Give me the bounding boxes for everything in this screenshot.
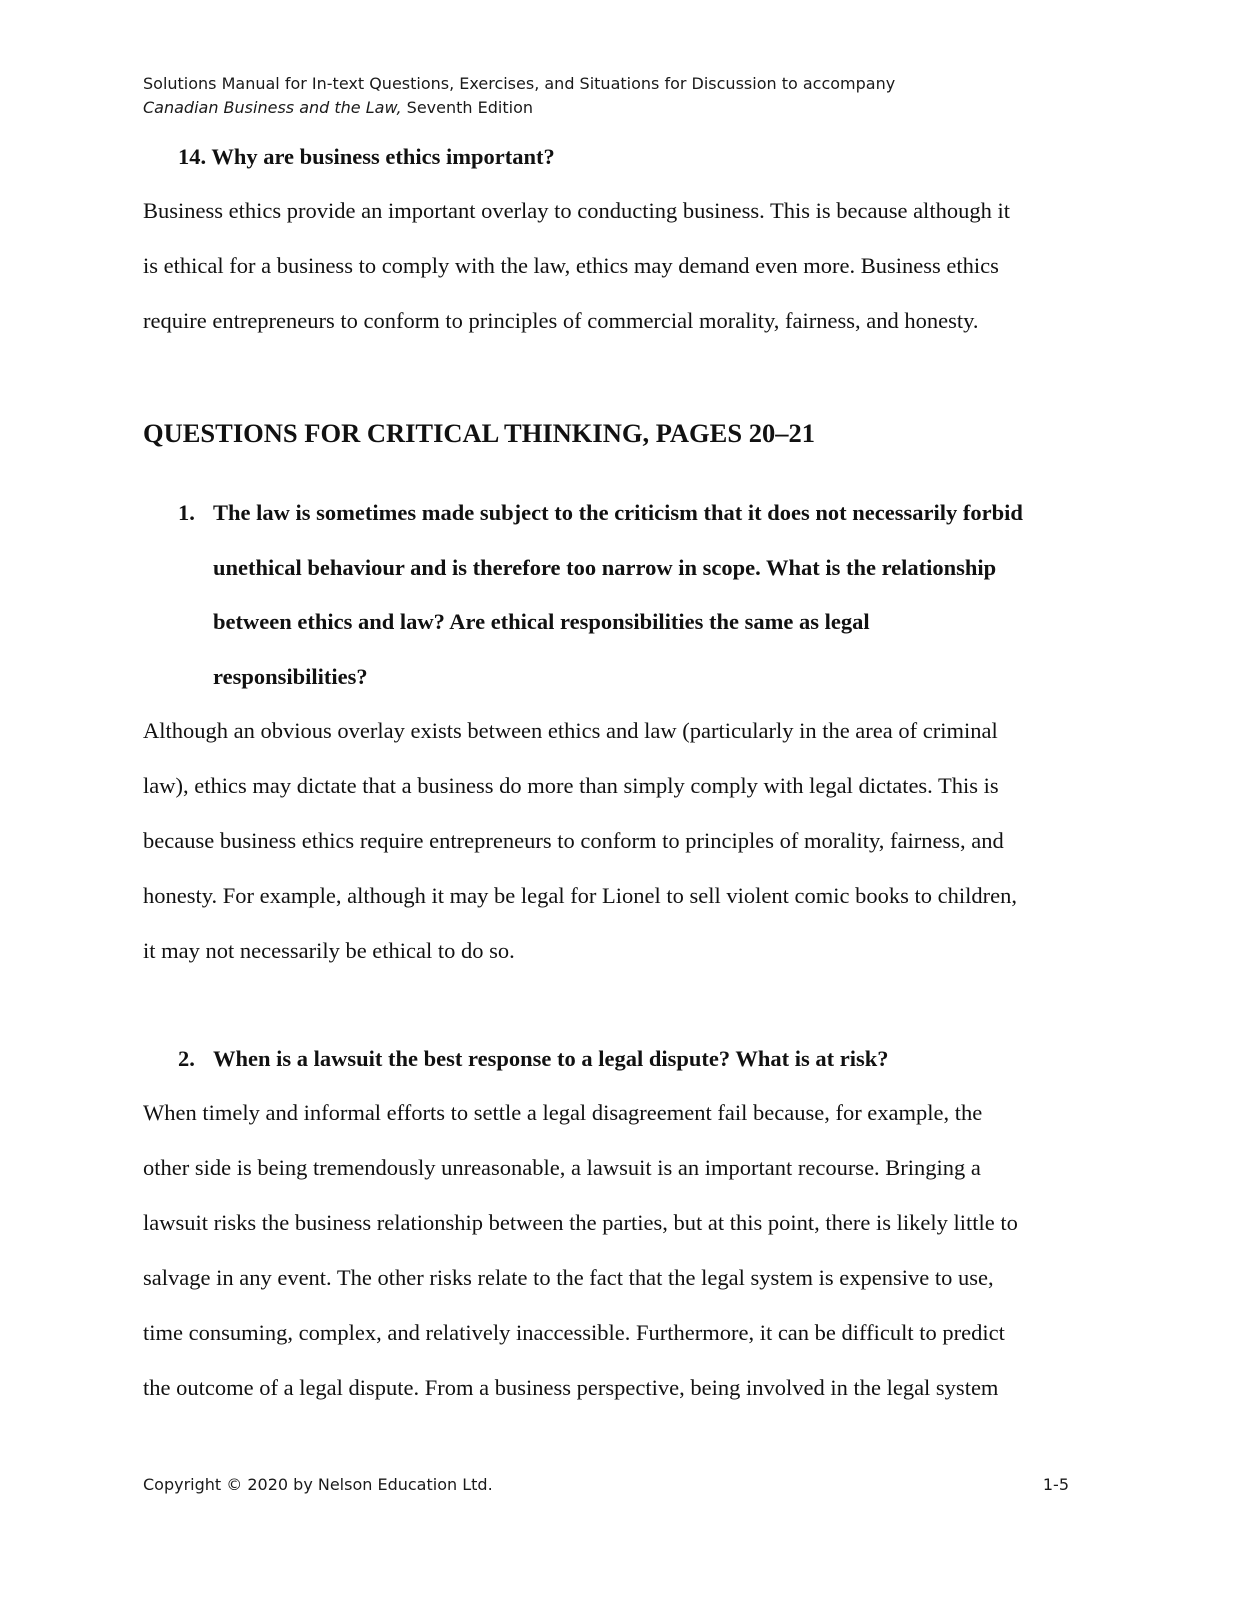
- question-line: unethical behaviour and is therefore too narrow in scope. What is the relationship: [213, 554, 997, 580]
- answer-line: honesty. For example, although it may be legal for Lionel to sell violent comic books to children,: [143, 883, 1017, 908]
- question-number: 2.: [178, 1046, 195, 1071]
- answer-line: Business ethics provide an important overlay to conducting business. This is because although it: [143, 198, 1010, 223]
- book-edition: Seventh Edition: [401, 98, 533, 117]
- section-title: QUESTIONS FOR CRITICAL THINKING, PAGES 20–21: [143, 418, 815, 448]
- answer-line: lawsuit risks the business relationship between the parties, but at this point, there is likely little to: [143, 1210, 1018, 1235]
- answer-line: require entrepreneurs to conform to principles of commercial morality, fairness, and honesty.: [143, 308, 979, 333]
- answer-line: is ethical for a business to comply with the law, ethics may demand even more. Business ethics: [143, 253, 999, 278]
- question-line: The law is sometimes made subject to the criticism that it does not necessarily forbid: [213, 500, 1023, 525]
- question-line: between ethics and law? Are ethical responsibilities the same as legal: [213, 609, 870, 634]
- critical-answer-2: [143, 1098, 1083, 1428]
- answer-line: it may not necessarily be ethical to do so.: [143, 938, 515, 963]
- answer-line: law), ethics may dictate that a business do more than simply comply with legal dictates. This is: [143, 773, 999, 798]
- answer-line: Although an obvious overlay exists between ethics and law (particularly in the area of criminal: [143, 718, 998, 743]
- answer-line: other side is being tremendously unreasonable, a lawsuit is an important recourse. Bringing a: [143, 1155, 981, 1180]
- answer-line: because business ethics require entrepreneurs to conform to principles of morality, fairness, and: [143, 828, 1004, 853]
- copyright-notice: Copyright © 2020 by Nelson Education Ltd.: [143, 1475, 493, 1494]
- header-book-line: [143, 96, 1103, 120]
- page-header: [143, 72, 1103, 120]
- answer-line: When timely and informal efforts to settle a legal disagreement fail because, for example, the: [143, 1100, 983, 1125]
- answer-line: salvage in any event. The other risks relate to the fact that the legal system is expensive to use,: [143, 1265, 994, 1290]
- header-line: Solutions Manual for In-text Questions, Exercises, and Situations for Discussion to accompany: [143, 74, 896, 93]
- question-text: [213, 498, 1093, 716]
- book-title: Canadian Business and the Law,: [143, 98, 402, 117]
- question-14-heading: 14. Why are business ethics important?: [178, 144, 555, 169]
- question-number: 1.: [178, 500, 195, 525]
- page-number: 1-5: [1042, 1475, 1069, 1494]
- answer-line: time consuming, complex, and relatively inaccessible. Furthermore, it can be difficult to predict: [143, 1320, 1005, 1345]
- question-line: When is a lawsuit the best response to a legal dispute? What is at risk?: [213, 1046, 889, 1071]
- question-line: responsibilities?: [213, 663, 368, 689]
- critical-answer-1: [143, 716, 1083, 991]
- question-14-answer: [143, 196, 1083, 361]
- question-text: [213, 1044, 1093, 1099]
- answer-line: the outcome of a legal dispute. From a business perspective, being involved in the legal system: [143, 1375, 999, 1400]
